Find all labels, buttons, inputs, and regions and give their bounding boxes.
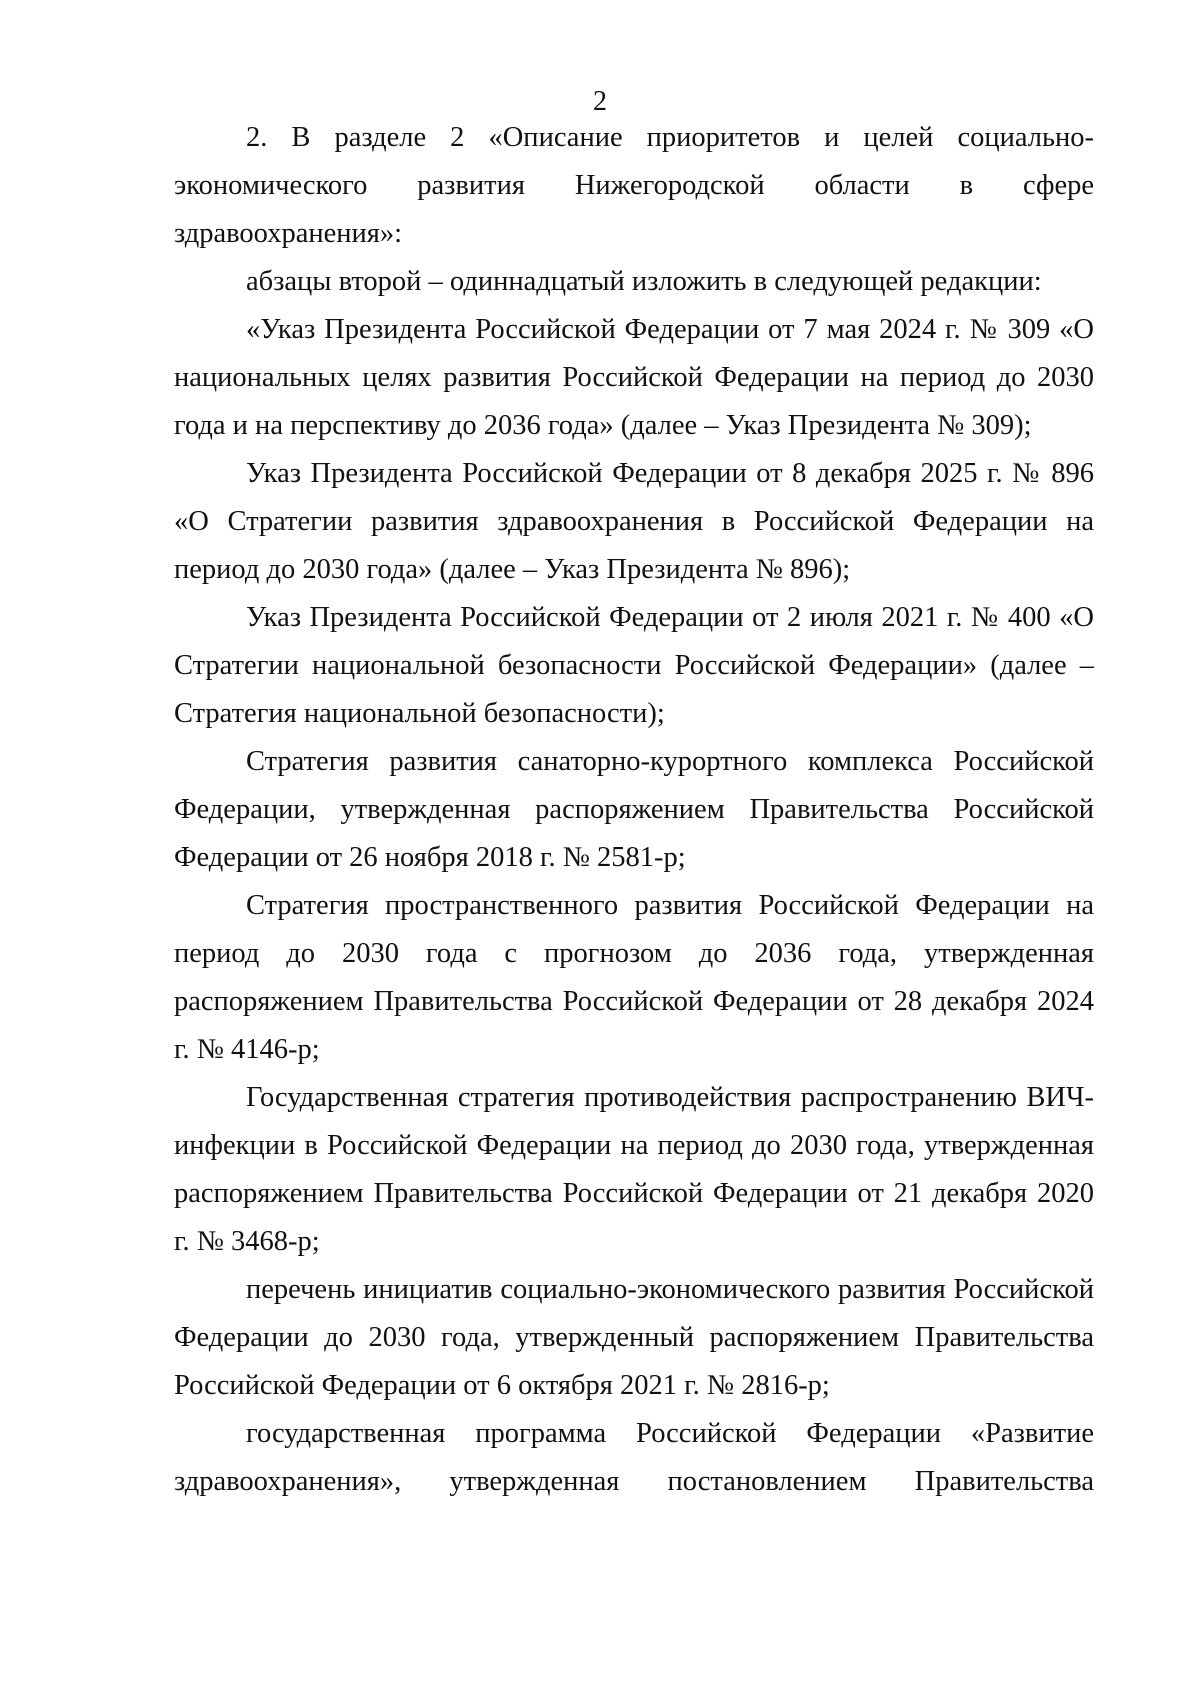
paragraph-instruction: абзацы второй – одиннадцатый изложить в следующей редакции: <box>246 266 1042 297</box>
paragraph-initiatives-list: перечень инициатив социально-экономического развития Российской Федерации до 2030 года, утвержденный распоряжением Правительства Российской Федерации от 6 октября 2021 г. № 2816-р; <box>174 1274 1094 1401</box>
paragraph-state-program: государственная программа Российской Федерации «Развитие здравоохранения», утвержденная постановлением Правительства <box>174 1418 1094 1497</box>
paragraph-section-heading: 2. В разделе 2 «Описание приоритетов и целей социально-экономического развития Нижегородской области в сфере здравоохранения»: <box>174 122 1094 249</box>
paragraph-decree-309: «Указ Президента Российской Федерации от 7 мая 2024 г. № 309 «О национальных целях развития Российской Федерации на период до 2030 года и на перспективу до 2036 года» (далее – Указ Президента № 309); <box>174 314 1094 441</box>
paragraph-decree-400: Указ Президента Российской Федерации от 2 июля 2021 г. № 400 «О Стратегии национальной безопасности Российской Федерации» (далее – Стратегия национальной безопасности); <box>174 602 1094 729</box>
paragraph-decree-896: Указ Президента Российской Федерации от 8 декабря 2025 г. № 896 «О Стратегии развития здравоохранения в Российской Федерации на период до 2030 года» (далее – Указ Президента № 896); <box>174 458 1094 585</box>
paragraph-spatial-strategy: Стратегия пространственного развития Российской Федерации на период до 2030 года с прогнозом до 2036 года, утвержденная распоряжением Правительства Российской Федерации от 28 декабря 2024 г. № 4146-р; <box>174 890 1094 1065</box>
paragraph-hiv-strategy: Государственная стратегия противодействия распространению ВИЧ-инфекции в Российской Федерации на период до 2030 года, утвержденная распоряжением Правительства Российской Федерации от 21 декабря 2020 г. № 3468-р; <box>174 1082 1094 1257</box>
document-body <box>174 114 1094 1506</box>
page-number: 2 <box>593 86 607 117</box>
paragraph-sanatorium-strategy: Стратегия развития санаторно-курортного комплекса Российской Федерации, утвержденная распоряжением Правительства Российской Федерации от 26 ноября 2018 г. № 2581-р; <box>174 746 1094 873</box>
